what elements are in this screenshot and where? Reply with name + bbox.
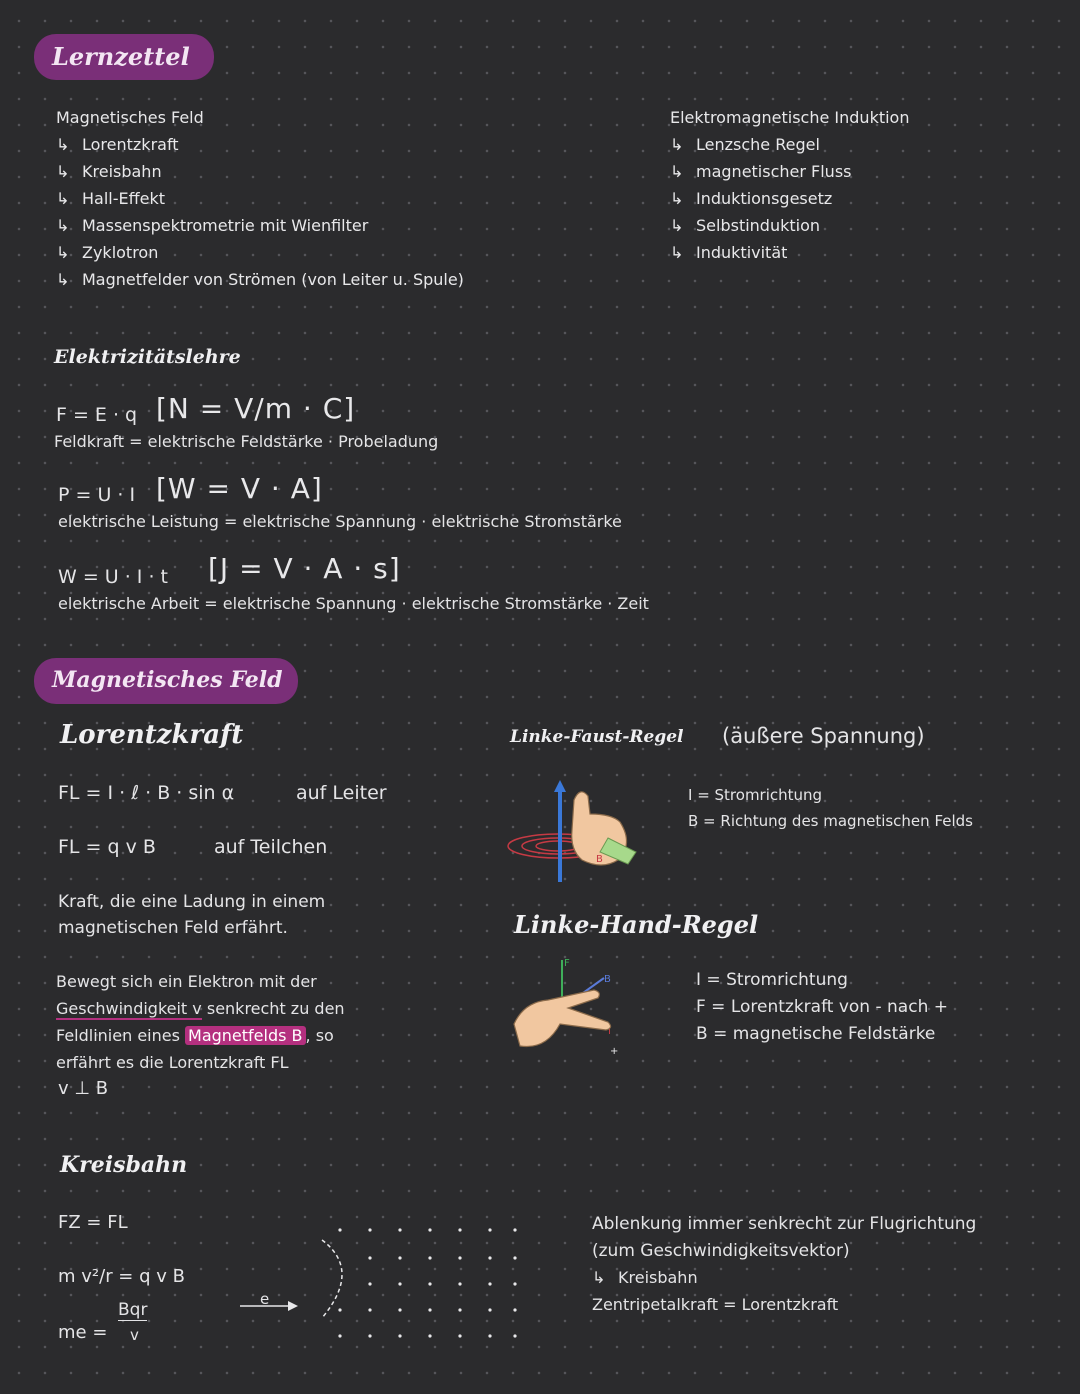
overview-left-heading: Magnetisches Feld	[56, 108, 204, 127]
formula-feldkraft: F = E · q	[56, 404, 138, 426]
overview-left-item: ↳ Lorentzkraft	[56, 135, 179, 154]
lorentz-desc-1: Kraft, die eine Ladung in einem	[58, 892, 326, 912]
overview-right-heading: Elektromagnetische Induktion	[670, 108, 910, 127]
kreisbahn-right-4: Zentripetalkraft = Lorentzkraft	[592, 1295, 839, 1314]
section-title-magnetfeld: Magnetisches Feld	[52, 667, 283, 693]
hand-illustration	[504, 954, 624, 1058]
highlight-magnetfeld: Magnetfelds B	[185, 1026, 306, 1045]
faust-heading: Linke-Faust-Regel	[510, 727, 684, 747]
highlight-geschwindigkeit: Geschwindigkeit v	[56, 999, 202, 1018]
hand-line-2: F = Lorentzkraft von - nach +	[696, 997, 948, 1017]
overview-left-item: ↳ Magnetfelder von Strömen (von Leiter u. Spule)	[56, 270, 464, 289]
formula-kreisbahn-1: FZ = FL	[58, 1212, 128, 1233]
svg-text:B: B	[596, 854, 603, 865]
lorentz-para-1: Bewegt sich ein Elektron mit der	[56, 972, 317, 991]
formula-lorentz-leiter: FL = I · ℓ · B · sin α	[58, 782, 235, 804]
lorentz-para-4: erfährt es die Lorentzkraft FL	[56, 1053, 289, 1072]
lorentz-para-2: Geschwindigkeit v senkrecht zu den	[56, 999, 345, 1018]
faust-line-1: I = Stromrichtung	[688, 786, 823, 804]
fist-illustration	[498, 778, 648, 888]
kreisbahn-right-2: (zum Geschwindigkeitsvektor)	[592, 1241, 850, 1261]
formula-mass-lhs: me =	[58, 1322, 108, 1343]
kreisbahn-heading: Kreisbahn	[60, 1152, 188, 1178]
section-badge-magnetfeld	[34, 658, 298, 704]
lorentz-desc-2: magnetischen Feld erfährt.	[58, 918, 288, 938]
hand-line-3: B = magnetische Feldstärke	[696, 1024, 936, 1044]
electron-label: e	[260, 1290, 270, 1308]
formula-arbeit: W = U · I · t	[58, 566, 168, 588]
desc-feldkraft: Feldkraft = elektrische Feldstärke · Probeladung	[54, 432, 439, 451]
elektrizitaet-heading: Elektrizitätslehre	[54, 346, 241, 368]
note-leiter: auf Leiter	[296, 782, 387, 804]
overview-right-item: ↳ Induktionsgesetz	[670, 189, 833, 208]
svg-text:B: B	[604, 974, 611, 985]
hand-heading: Linke-Hand-Regel	[514, 910, 759, 939]
hand-line-1: I = Stromrichtung	[696, 970, 848, 990]
faust-note: (äußere Spannung)	[722, 724, 925, 748]
unit-newton: [N = V/m · C]	[156, 392, 356, 425]
kreisbahn-right-3: ↳ Kreisbahn	[592, 1268, 698, 1287]
overview-right-item: ↳ magnetischer Fluss	[670, 162, 852, 181]
desc-arbeit: elektrische Arbeit = elektrische Spannung · elektrische Stromstärke · Zeit	[58, 594, 649, 613]
lorentz-para-5: v ⊥ B	[58, 1078, 109, 1099]
svg-text:+: +	[610, 1046, 619, 1057]
kreisbahn-right-1: Ablenkung immer senkrecht zur Flugrichtung	[592, 1214, 977, 1234]
overview-left-item: ↳ Massenspektrometrie mit Wienfilter	[56, 216, 369, 235]
formula-lorentz-teilchen: FL = q v B	[58, 836, 156, 858]
svg-text:F: F	[564, 958, 570, 969]
unit-joule: [J = V · A · s]	[208, 552, 401, 585]
overview-right-item: ↳ Lenzsche Regel	[670, 135, 820, 154]
overview-left-item: ↳ Hall-Effekt	[56, 189, 166, 208]
formula-mass-denominator: v	[130, 1326, 139, 1344]
kreisbahn-diagram	[230, 1218, 530, 1348]
overview-right-item: ↳ Induktivität	[670, 243, 788, 262]
lorentz-para-3: Feldlinien eines Magnetfelds B , so	[56, 1026, 334, 1045]
faust-line-2: B = Richtung des magnetischen Felds	[688, 812, 973, 830]
note-teilchen: auf Teilchen	[214, 836, 328, 858]
desc-leistung: elektrische Leistung = elektrische Spannung · elektrische Stromstärke	[58, 512, 622, 531]
lorentz-heading: Lorentzkraft	[60, 720, 244, 750]
svg-text:I: I	[608, 1026, 611, 1037]
formula-mass-numerator: Bqr	[118, 1300, 148, 1320]
formula-leistung: P = U · I	[58, 484, 136, 506]
formula-kreisbahn-2: m v²/r = q v B	[58, 1266, 185, 1287]
overview-left-item: ↳ Zyklotron	[56, 243, 159, 262]
unit-watt: [W = V · A]	[156, 472, 323, 505]
page-title: Lernzettel	[52, 42, 190, 71]
title-badge	[34, 34, 214, 80]
overview-left-item: ↳ Kreisbahn	[56, 162, 162, 181]
overview-right-item: ↳ Selbstinduktion	[670, 216, 821, 235]
